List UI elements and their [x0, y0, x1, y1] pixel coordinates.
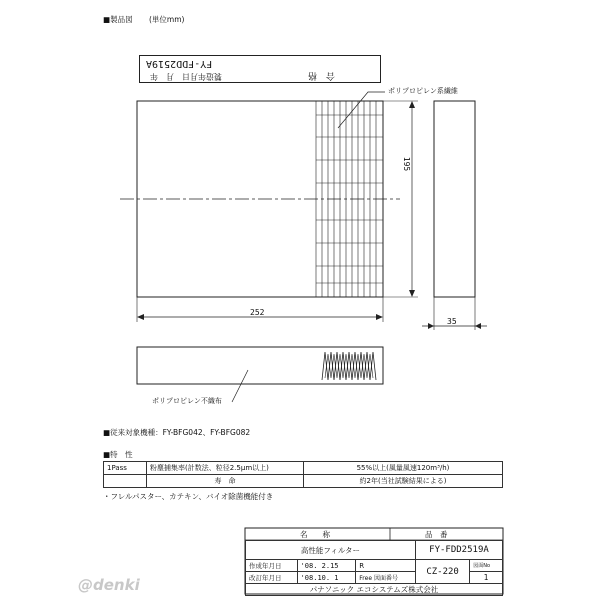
dimension-width: 252 [250, 308, 265, 317]
spec-row [104, 475, 503, 488]
pleat-grid [316, 101, 383, 297]
r-mark: R [356, 560, 416, 572]
leader-pp-fiber [338, 92, 385, 128]
watermark-logo: @denki [78, 576, 140, 594]
product-drawing-heading: ■製品図 [103, 15, 133, 24]
unit-note: (単位mm) [149, 15, 185, 24]
spec-cell: 寿 命 [147, 475, 304, 488]
drawing-label: 図面番号 [373, 575, 398, 582]
company-name: パナソニック エコシステムズ株式会社 [246, 584, 503, 596]
product-label-box [139, 55, 381, 83]
compatible-models: ■従来対象機種：FY-BFG042、FY-BFG082 [103, 428, 251, 437]
leader-pp-nonwoven [232, 370, 248, 402]
spec-heading: ■特 性 [103, 450, 133, 459]
sheet-number: 1 [470, 572, 503, 584]
title-block-row [246, 584, 503, 596]
label-fields: 製造年月日 月 年 [150, 72, 222, 81]
filter-side-view [434, 101, 475, 297]
spec-cell: 粉塵捕集率(計数法、粒径2.5μm以上) [147, 462, 304, 475]
title-block-table [245, 540, 503, 596]
spec-cell [104, 475, 147, 488]
created-date: '08. 2.15 [297, 560, 356, 572]
spec-cell: 約2年(当社試験結果による) [304, 475, 503, 488]
spec-cell: 55%以上(風量風速120m³/h) [304, 462, 503, 475]
title-block-row [246, 541, 503, 560]
title-block-row [246, 560, 503, 572]
annotation-pp-nonwoven: ポリプロピレン不織布 [152, 397, 222, 405]
part-header: 品 番 [425, 530, 448, 539]
revised-label: 改訂年月日 [246, 572, 298, 584]
sheet-label: 図面No [470, 560, 503, 572]
part-number: FY-FDD2519A [415, 541, 502, 560]
revised-date: '08.10. 1 [297, 572, 356, 584]
features-note: ・フレルパスター、カテキン、バイオ除菌機能付き [103, 492, 274, 501]
label-model: FY-FDD2519A [146, 58, 213, 69]
spec-row [104, 462, 503, 475]
free-label [356, 572, 416, 584]
label-type: 合 格 [308, 70, 336, 80]
name-header: 名 称 [300, 530, 330, 539]
created-label: 作成年月日 [246, 560, 298, 572]
product-name: 高性能フィルター [246, 541, 416, 560]
free-text: Free [359, 575, 373, 582]
annotation-pp-fiber: ポリプロピレン系繊維 [388, 87, 458, 95]
dimension-height: 195 [402, 156, 412, 172]
drawing-number: CZ-220 [415, 560, 469, 584]
spec-cell: 1Pass [104, 462, 147, 475]
spec-table [103, 461, 503, 488]
dimension-depth: 35 [447, 317, 457, 326]
